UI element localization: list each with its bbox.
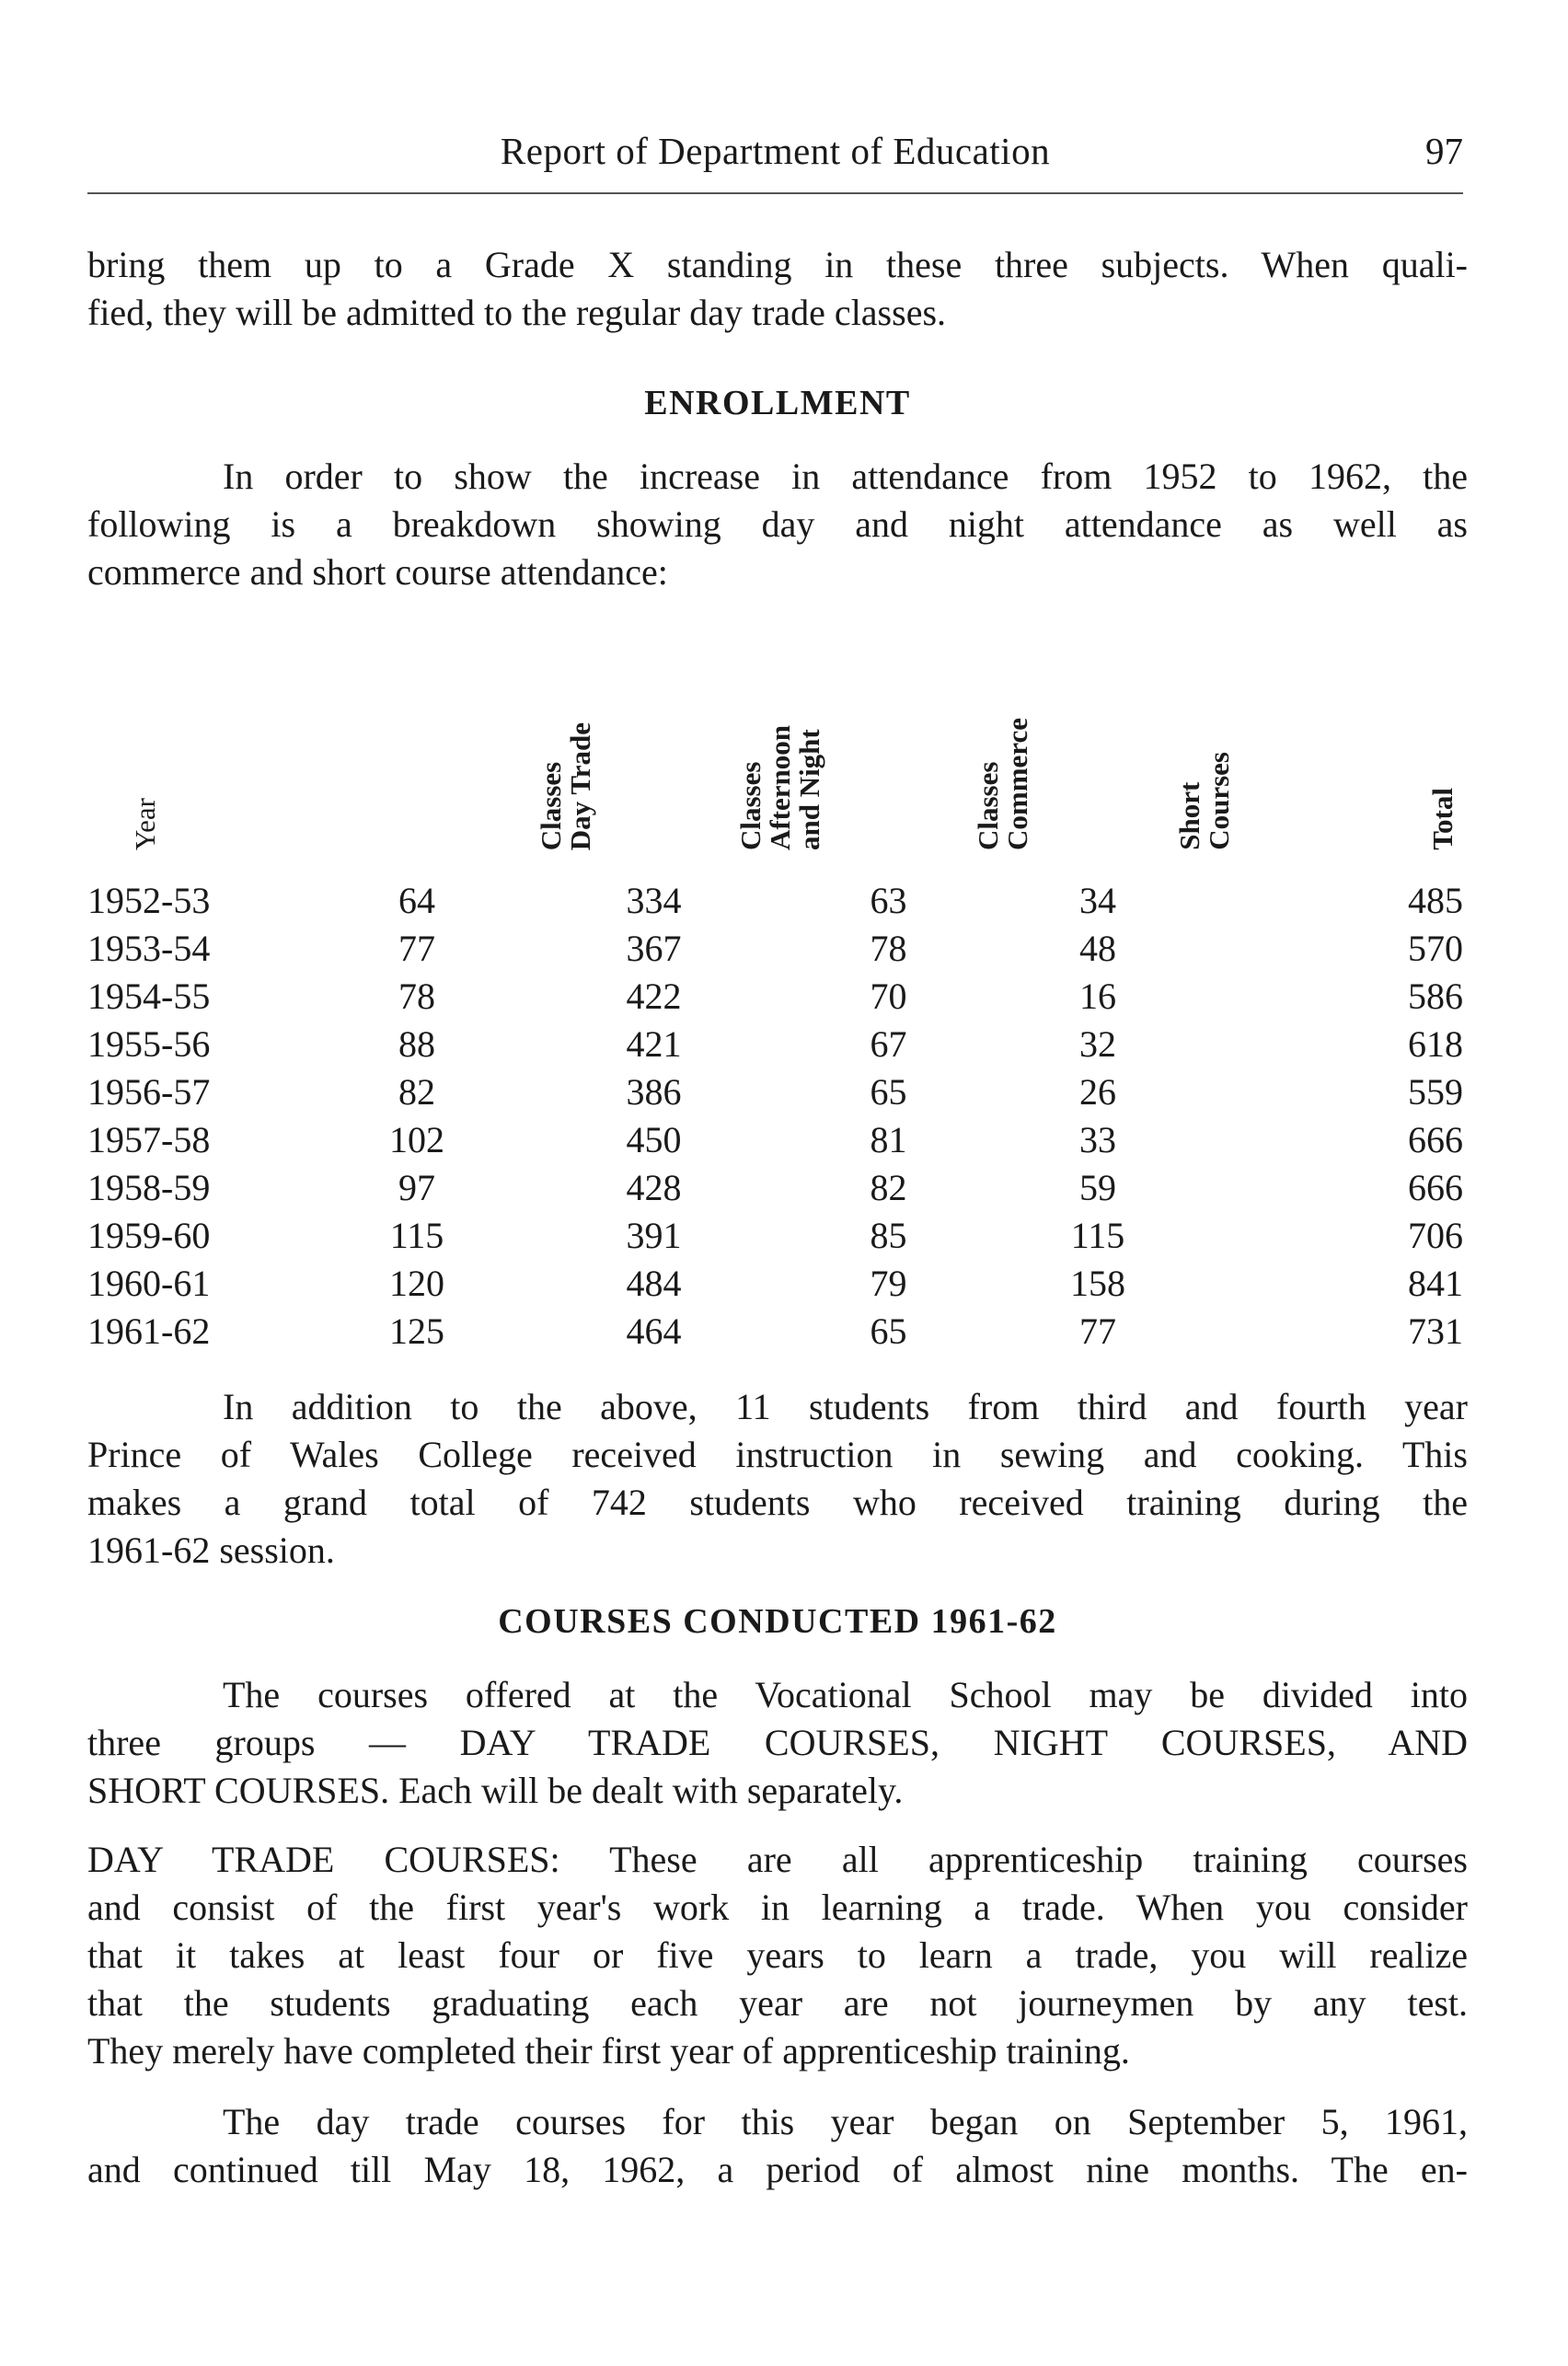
- enrollment-note: [87, 1383, 1468, 1575]
- afternoon-night-cell: 391: [626, 1214, 682, 1256]
- short-courses-cell: 115: [1070, 1214, 1125, 1256]
- total-cell: 841: [1408, 1262, 1463, 1304]
- text-line: In addition to the above, 11 students from third and fourth year: [223, 1386, 1468, 1427]
- year-cell: 1953-54: [87, 927, 211, 969]
- year-cell: 1955-56: [87, 1022, 211, 1065]
- table-row: [87, 876, 1463, 924]
- table-row: [87, 1211, 1463, 1259]
- column-header-day-trade: Classes Day Trade: [535, 721, 596, 850]
- text-line: In order to show the increase in attendance from 1952 to 1962, the: [223, 456, 1468, 497]
- total-cell: 570: [1408, 927, 1463, 969]
- course-dates-paragraph: [87, 2098, 1468, 2194]
- commerce-cell: 65: [870, 1310, 907, 1352]
- table-row: [87, 1020, 1463, 1068]
- short-courses-cell: 16: [1079, 975, 1116, 1017]
- column-header-short-courses: Short Courses: [1173, 752, 1235, 850]
- courses-intro: [87, 1671, 1468, 1815]
- page-number: 97: [1425, 130, 1463, 172]
- text-line: The day trade courses for this year began on September 5, 1961,: [223, 2101, 1468, 2142]
- day-trade-cell: 77: [398, 927, 435, 969]
- total-cell: 666: [1408, 1166, 1463, 1208]
- short-courses-cell: 33: [1079, 1118, 1116, 1160]
- running-title: Report of Department of Education: [500, 130, 1051, 172]
- table-row: [87, 1307, 1463, 1355]
- text-line: fied, they will be admitted to the regular day trade classes.: [87, 292, 947, 333]
- total-cell: 666: [1408, 1118, 1463, 1160]
- short-courses-cell: 48: [1079, 927, 1116, 969]
- afternoon-night-cell: 464: [626, 1310, 682, 1352]
- commerce-cell: 67: [870, 1022, 907, 1065]
- text-line: commerce and short course attendance:: [87, 551, 668, 593]
- total-cell: 485: [1408, 879, 1463, 921]
- afternoon-night-cell: 484: [626, 1262, 682, 1304]
- commerce-cell: 65: [870, 1070, 907, 1113]
- year-cell: 1958-59: [87, 1166, 211, 1208]
- commerce-cell: 85: [870, 1214, 907, 1256]
- text-line: and continued till May 18, 1962, a period of almost nine months. The en-: [87, 2149, 1468, 2190]
- total-cell: 706: [1408, 1214, 1463, 1256]
- column-header-afternoon-night: Classes Afternoon and Night: [734, 724, 825, 850]
- table-row: [87, 1115, 1463, 1163]
- day-trade-cell: 97: [398, 1166, 435, 1208]
- enrollment-heading: ENROLLMENT: [644, 384, 911, 422]
- commerce-cell: 81: [870, 1118, 907, 1160]
- year-cell: 1954-55: [87, 975, 211, 1017]
- short-courses-cell: 59: [1079, 1166, 1116, 1208]
- year-cell: 1960-61: [87, 1262, 211, 1304]
- text-line: They merely have completed their first year of apprenticeship training.: [87, 2030, 1130, 2072]
- afternoon-night-cell: 428: [626, 1166, 682, 1208]
- enrollment-table-body: [87, 876, 1463, 1355]
- short-courses-cell: 34: [1079, 879, 1116, 921]
- text-line: following is a breakdown showing day and night attendance as well as: [87, 503, 1468, 545]
- table-row: [87, 1163, 1463, 1211]
- total-cell: 731: [1408, 1310, 1463, 1352]
- text-line: SHORT COURSES. Each will be dealt with separately.: [87, 1770, 904, 1811]
- afternoon-night-cell: 450: [626, 1118, 682, 1160]
- day-trade-cell: 82: [398, 1070, 435, 1113]
- text-line: The courses offered at the Vocational School may be divided into: [223, 1674, 1468, 1715]
- table-row: [87, 1259, 1463, 1307]
- running-header: [87, 129, 1463, 184]
- short-courses-cell: 26: [1079, 1070, 1116, 1113]
- text-line: bring them up to a Grade X standing in these three subjects. When quali-: [87, 244, 1468, 285]
- table-row: [87, 924, 1463, 972]
- day-trade-cell: 64: [398, 879, 435, 921]
- text-line: that it takes at least four or five years to learn a trade, you will realize: [87, 1934, 1468, 1976]
- table-row: [87, 1068, 1463, 1115]
- total-cell: 559: [1408, 1070, 1463, 1113]
- total-cell: 586: [1408, 975, 1463, 1017]
- day-trade-cell: 120: [389, 1262, 444, 1304]
- text-line: 1961-62 session.: [87, 1529, 335, 1571]
- day-trade-cell: 78: [398, 975, 435, 1017]
- text-line: DAY TRADE COURSES: These are all apprenticeship training courses: [87, 1839, 1468, 1880]
- short-courses-cell: 32: [1079, 1022, 1116, 1065]
- afternoon-night-cell: 334: [626, 879, 682, 921]
- commerce-cell: 70: [870, 975, 907, 1017]
- day-trade-paragraph: [87, 1836, 1468, 2075]
- text-line: that the students graduating each year are not journeymen by any test.: [87, 1982, 1468, 2024]
- text-line: three groups — DAY TRADE COURSES, NIGHT COURSES, AND: [87, 1722, 1468, 1763]
- commerce-cell: 79: [870, 1262, 907, 1304]
- courses-heading: COURSES CONDUCTED 1961-62: [498, 1602, 1057, 1641]
- afternoon-night-cell: 386: [626, 1070, 682, 1113]
- column-header-total: Total: [1426, 788, 1458, 850]
- year-cell: 1956-57: [87, 1070, 211, 1113]
- text-line: and consist of the first year's work in learning a trade. When you consider: [87, 1887, 1468, 1928]
- text-line: makes a grand total of 742 students who received training during the: [87, 1482, 1468, 1523]
- enrollment-intro: [87, 453, 1468, 596]
- commerce-cell: 63: [870, 879, 907, 921]
- intro-paragraph: [87, 241, 1468, 337]
- year-cell: 1959-60: [87, 1214, 211, 1256]
- short-courses-cell: 77: [1079, 1310, 1116, 1352]
- total-cell: 618: [1408, 1022, 1463, 1065]
- afternoon-night-cell: 422: [626, 975, 682, 1017]
- text-line: Prince of Wales College received instruction in sewing and cooking. This: [87, 1434, 1468, 1475]
- day-trade-cell: 88: [398, 1022, 435, 1065]
- commerce-cell: 78: [870, 927, 907, 969]
- commerce-cell: 82: [870, 1166, 907, 1208]
- column-header-commerce: Classes Commerce: [972, 717, 1033, 850]
- year-cell: 1957-58: [87, 1118, 211, 1160]
- afternoon-night-cell: 367: [626, 927, 682, 969]
- afternoon-night-cell: 421: [626, 1022, 682, 1065]
- year-cell: 1961-62: [87, 1310, 211, 1352]
- header-rule: [87, 192, 1463, 194]
- enrollment-table: [87, 876, 1463, 1355]
- day-trade-cell: 125: [389, 1310, 444, 1352]
- year-cell: 1952-53: [87, 879, 211, 921]
- column-header-year: Year: [129, 797, 161, 850]
- short-courses-cell: 158: [1070, 1262, 1125, 1304]
- table-row: [87, 972, 1463, 1020]
- day-trade-cell: 102: [389, 1118, 444, 1160]
- day-trade-cell: 115: [389, 1214, 444, 1256]
